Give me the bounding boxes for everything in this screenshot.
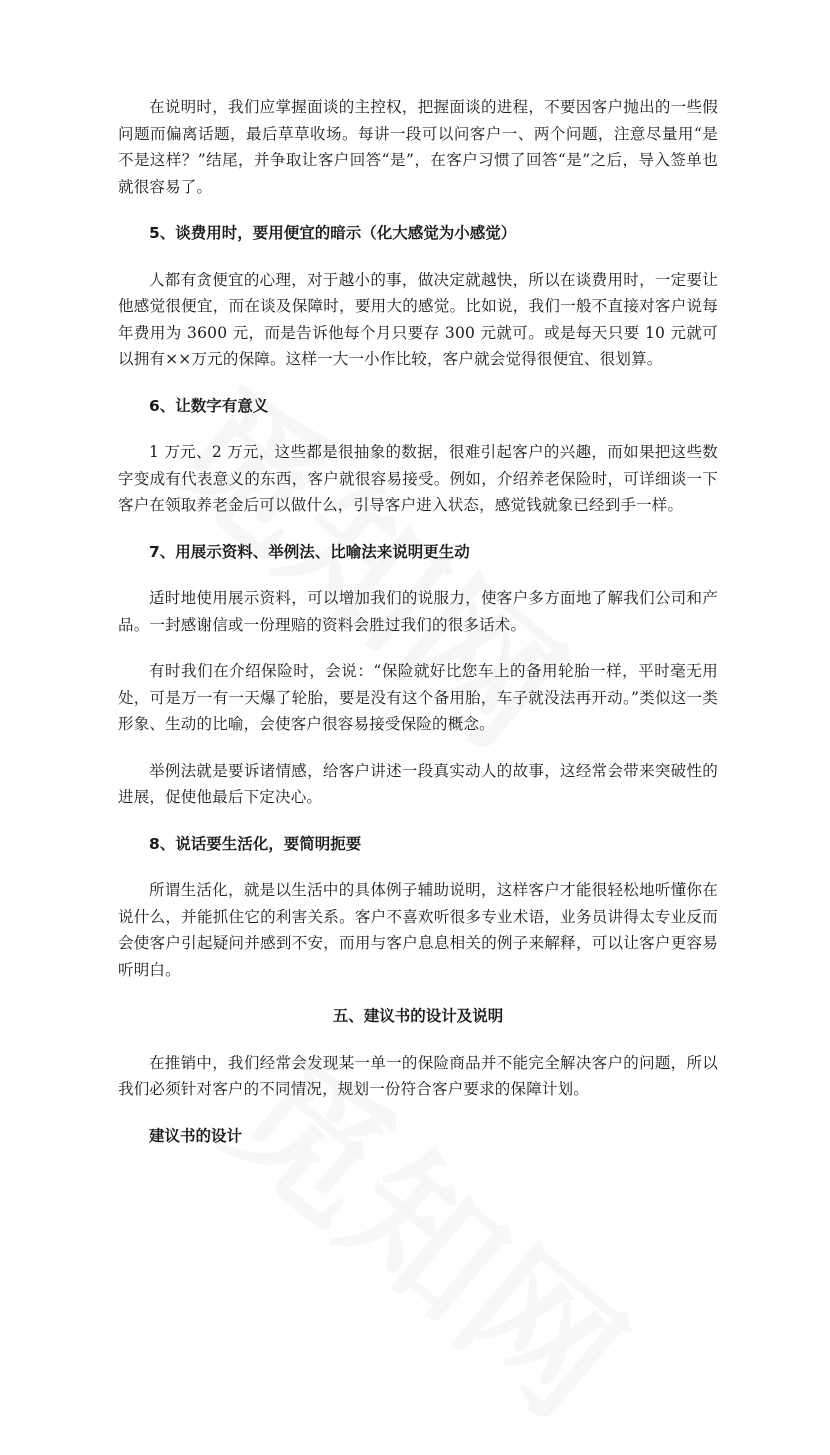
paragraph: 所谓生活化，就是以生活中的具体例子辅助说明，这样客户才能很轻松地听懂你在说什么，并能抓住它的利害关系。客户不喜欢听很多专业术语，业务员讲得太专业反而会使客户引起疑问并感到不安，而用与客户息息相关的例子来解释，可以让客户更容易听明白。	[118, 881, 718, 979]
section-title: 五、建议书的设计及说明	[332, 1007, 504, 1025]
subheading: 5、谈费用时，要用便宜的暗示（化大感觉为小感觉）	[149, 224, 517, 242]
paragraph: 1 万元、2 万元，这些都是很抽象的数据，很难引起客户的兴趣，而如果把这些数字变成有代表意义的东西，客户就很容易接受。例如，介绍养老保险时，可详细谈一下客户在领取养老金后可以做什么，引导客户进入状态，感觉钱就象已经到手一样。	[118, 443, 718, 514]
subheading: 7、用展示资料、举例法、比喻法来说明更生动	[149, 542, 470, 561]
paragraph: 在推销中，我们经常会发现某一单一的保险商品并不能完全解决客户的问题，所以我们必须针对客户的不同情况，规划一份符合客户要求的保障计划。	[118, 1053, 718, 1098]
paragraph: 适时地使用展示资料，可以增加我们的说服力，使客户多方面地了解我们公司和产品。一封感谢信或一份理赔的资料会胜过我们的很多话术。	[118, 589, 718, 634]
paragraph: 有时我们在介绍保险时，会说：“保险就好比您车上的备用轮胎一样，平时毫无用处，可是万一有一天爆了轮胎，要是没有这个备用胎，车子就没法再开动。”类似这一类形象、生动的比喻，会使客户很容易接受保险的概念。	[118, 662, 718, 733]
paragraph: 在说明时，我们应掌握面谈的主控权，把握面谈的进程，不要因客户抛出的一些假问题而偏离话题，最后草草收场。每讲一段可以问客户一、两个问题，注意尽量用“是不是这样？”结尾，并争取让客户回答“是”，在客户习惯了回答“是”之后，导入签单也就很容易了。	[118, 98, 718, 196]
subheading: 建议书的设计	[149, 1126, 243, 1145]
paragraph: 举例法就是要诉诸情感，给客户讲述一段真实动人的故事，这经常会带来突破性的进展，促使他最后下定决心。	[118, 761, 718, 806]
document-body	[118, 94, 718, 1169]
subheading: 8、说话要生活化，要简明扼要	[149, 834, 362, 853]
paragraph: 人都有贪便宜的心理，对于越小的事，做决定就越快，所以在谈费用时，一定要让他感觉很便宜，而在谈及保障时，要用大的感觉。比如说，我们一般不直接对客户说每年费用为 3600 元，而是告诉他每个月只要存 300 元就可。或是每天只要 10 元就可以拥有××万元的保障。这样一大一小作比较，客户就会觉得很便宜、很划算。	[118, 270, 718, 368]
subheading: 6、让数字有意义	[149, 396, 269, 415]
